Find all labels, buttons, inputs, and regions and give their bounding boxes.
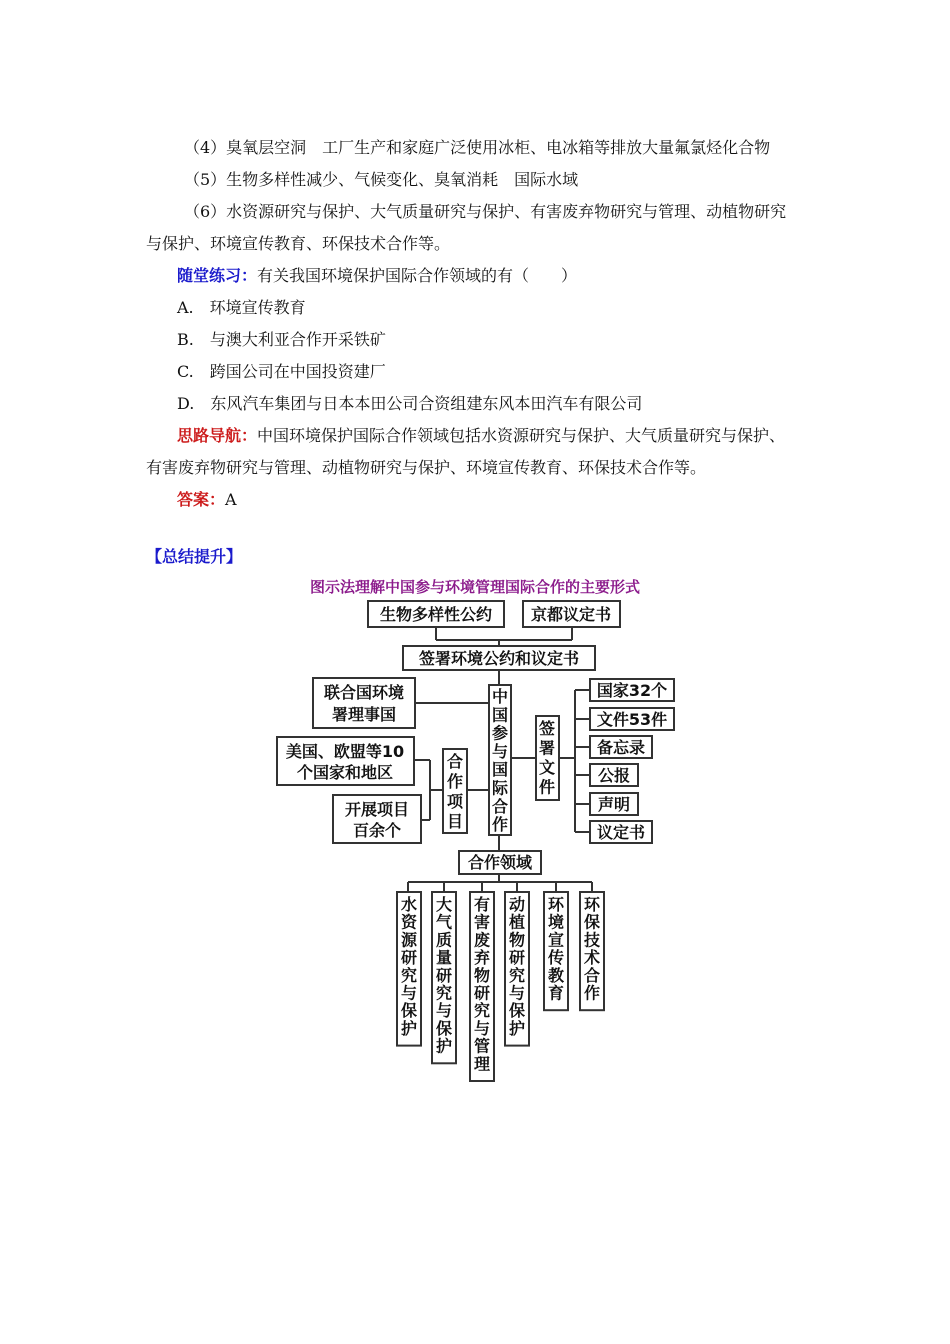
- field-char: 废: [473, 930, 491, 950]
- field-char: 物: [473, 965, 491, 985]
- field-char: 护: [400, 1018, 418, 1038]
- field-char: 物: [508, 930, 526, 950]
- field-char: 保: [583, 912, 601, 932]
- field-char: 研: [400, 948, 418, 968]
- option-b: B. 与澳大利亚合作开采铁矿: [177, 330, 386, 349]
- label-countries-1: 美国、欧盟等10: [285, 742, 405, 761]
- field-char: 与: [508, 983, 526, 1003]
- coop-projects-char: 项: [446, 792, 464, 811]
- signed-docs-list: [590, 679, 674, 843]
- label-biodiversity-convention: 生物多样性公约: [379, 605, 493, 624]
- china-intl-coop-char: 国: [491, 760, 509, 780]
- label-project-count-2: 百余个: [352, 821, 402, 840]
- field-char: 源: [400, 930, 418, 950]
- label-coop-projects: [447, 752, 464, 831]
- field-char: 护: [435, 1036, 453, 1056]
- doc-label: 备忘录: [596, 738, 646, 757]
- paragraph-6-line2: 与保护、环境宣传教育、环保技术合作等。: [146, 234, 451, 253]
- china-intl-coop-char: 合: [491, 796, 509, 816]
- practice-label: 随堂练习：: [177, 266, 258, 285]
- field-char: 究: [473, 1001, 491, 1021]
- option-a: A. 环境宣传教育: [177, 298, 306, 317]
- field-char: 气: [435, 912, 453, 932]
- label-unep-2: 署理事国: [331, 705, 397, 724]
- field-char: 究: [435, 983, 453, 1003]
- china-intl-coop-char: 中: [491, 687, 509, 706]
- field-char: 传: [547, 948, 565, 968]
- paragraph-4: （4）臭氧层空洞 工厂生产和家庭广泛使用冰柜、电冰箱等排放大量氟氯烃化合物: [184, 138, 771, 157]
- doc-label: 议定书: [596, 823, 646, 842]
- field-char: 育: [547, 983, 565, 1003]
- field-char: 术: [583, 948, 601, 968]
- guide-text-1: 中国环境保护国际合作领域包括水资源研究与保护、大气质量研究与保护、: [257, 426, 786, 445]
- doc-label: 声明: [597, 795, 631, 814]
- field-char: 管: [473, 1036, 491, 1056]
- answer-value: A: [225, 490, 237, 509]
- field-char: 境: [547, 912, 565, 932]
- field-char: 害: [473, 912, 491, 932]
- label-countries-2: 个国家和地区: [296, 763, 394, 782]
- field-char: 与: [435, 1001, 453, 1021]
- field-char: 大: [435, 895, 453, 914]
- practice-question-text: 有关我国环境保护国际合作领域的有（ ）: [257, 266, 578, 285]
- field-char: 水: [400, 895, 418, 914]
- option-d: D. 东风汽车集团与日本本田公司合资组建东风本田汽车有限公司: [177, 394, 643, 413]
- field-char: 技: [583, 930, 601, 950]
- field-char: 作: [583, 983, 601, 1003]
- field-char: 保: [400, 1001, 418, 1021]
- label-sign-conventions: 签署环境公约和议定书: [418, 649, 580, 668]
- field-char: 植: [508, 912, 526, 932]
- summary-heading: 【总结提升】: [146, 547, 243, 566]
- field-char: 合: [583, 965, 601, 985]
- field-char: 资: [400, 912, 418, 932]
- doc-label: 文件53件: [596, 710, 668, 729]
- signed-docs-char: 签: [538, 719, 556, 738]
- label-china-intl-coop: [492, 687, 509, 834]
- field-char: 究: [508, 965, 526, 985]
- field-char: 研: [435, 965, 453, 985]
- field-char: 有: [473, 895, 491, 914]
- field-char: 与: [400, 983, 418, 1003]
- doc-label: 国家32个: [596, 681, 668, 700]
- china-intl-coop-char: 与: [491, 741, 509, 761]
- field-char: 宣: [547, 930, 565, 950]
- field-char: 质: [435, 930, 453, 950]
- coop-projects-char: 作: [446, 772, 464, 791]
- guide-line2: 有害废弃物研究与管理、动植物研究与保护、环境宣传教育、环保技术合作等。: [146, 458, 707, 477]
- label-unep-1: 联合国环境: [323, 683, 405, 702]
- coop-projects-char: 目: [446, 812, 464, 831]
- china-intl-coop-char: 国: [491, 705, 509, 725]
- label-kyoto-protocol: 京都议定书: [530, 605, 612, 624]
- field-char: 环: [547, 895, 565, 914]
- answer-label: 答案：: [177, 490, 226, 509]
- label-project-count-1: 开展项目: [344, 800, 410, 819]
- field-char: 理: [473, 1054, 491, 1074]
- label-coop-fields: 合作领域: [467, 853, 533, 872]
- field-char: 保: [508, 1001, 526, 1021]
- field-char: 教: [547, 965, 565, 985]
- china-intl-coop-char: 参: [491, 723, 509, 743]
- coop-projects-char: 合: [446, 752, 464, 771]
- field-char: 护: [508, 1018, 526, 1038]
- signed-docs-char: 件: [538, 777, 556, 797]
- diagram-title: 图示法理解中国参与环境管理国际合作的主要形式: [309, 578, 640, 596]
- guide-label: 思路导航：: [177, 426, 258, 445]
- paragraph-5: （5）生物多样性减少、气候变化、臭氧消耗 国际水域: [184, 170, 579, 189]
- field-char: 保: [435, 1018, 453, 1038]
- signed-docs-char: 署: [538, 738, 556, 758]
- field-char: 与: [473, 1018, 491, 1038]
- field-char: 弃: [473, 948, 491, 968]
- signed-docs-char: 文: [538, 758, 556, 777]
- field-char: 研: [473, 983, 491, 1003]
- china-intl-coop-char: 际: [491, 778, 509, 798]
- field-char: 环: [583, 895, 601, 914]
- coop-fields-list: [397, 892, 604, 1081]
- label-signed-docs: [538, 719, 555, 797]
- china-intl-coop-char: 作: [491, 815, 509, 835]
- field-char: 究: [400, 965, 418, 985]
- field-char: 量: [435, 948, 453, 968]
- option-c: C. 跨国公司在中国投资建厂: [177, 362, 386, 381]
- field-char: 研: [508, 948, 526, 968]
- field-char: 动: [508, 895, 526, 914]
- paragraph-6-line1: （6）水资源研究与保护、大气质量研究与保护、有害废弃物研究与管理、动植物研究: [184, 202, 787, 221]
- doc-label: 公报: [597, 766, 631, 785]
